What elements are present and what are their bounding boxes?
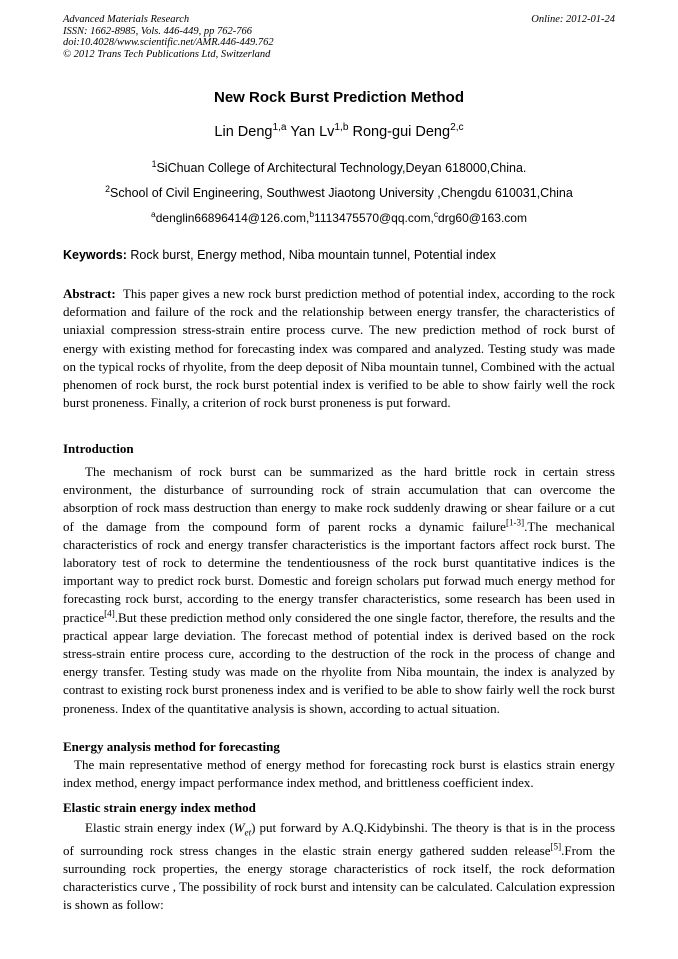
keywords-text: Rock burst, Energy method, Niba mountain tunnel, Potential index bbox=[130, 248, 496, 262]
elastic-section-body bbox=[63, 819, 615, 915]
citation: [5] bbox=[550, 841, 562, 852]
author-name: Rong-gui Deng bbox=[352, 124, 451, 140]
affiliation-text: SiChuan College of Architectural Technology,Deyan 618000,China. bbox=[156, 161, 527, 175]
affiliation-sup: 1 bbox=[151, 158, 157, 169]
abstract bbox=[63, 285, 615, 412]
author-list bbox=[0, 124, 678, 140]
intro-text: .The mechanical characteristics of rock and energy transfer characteristics is the important factors affect rock burst. The laboratory test of rock to determine the tendentiousness of the rock burst quantitative indices is the important way to predict rock burst. Domestic and foreign scholars put forwad much energy method for forecasting rock burst, according to the energy transfer characteristics, some research has been used in practice bbox=[63, 518, 615, 625]
introduction-heading: Introduction bbox=[63, 441, 134, 456]
abstract-label: Abstract: bbox=[63, 286, 116, 301]
author-name: Lin Deng bbox=[214, 124, 273, 140]
affiliation-1 bbox=[0, 158, 678, 175]
energy-section-heading: Energy analysis method for forecasting bbox=[63, 739, 280, 754]
author-name: Yan Lv bbox=[290, 124, 335, 140]
online-date: Online: 2012-01-24 bbox=[531, 14, 615, 25]
keywords-label: Keywords: bbox=[63, 248, 127, 262]
email-sup: c bbox=[433, 209, 439, 219]
email-text: denglin66896414@126.com, bbox=[155, 211, 310, 225]
elastic-section-heading: Elastic strain energy index method bbox=[63, 800, 256, 815]
paper-title: New Rock Burst Prediction Method bbox=[213, 89, 465, 106]
affiliation-2 bbox=[0, 183, 678, 200]
affiliation-sup: 2 bbox=[105, 183, 111, 194]
introduction-body bbox=[63, 463, 615, 718]
elastic-text: .From the surrounding rock properties, the energy storage characteristics of rock itself, the rock deformation characteristics curve , The possibility of rock burst and intensity can be calculated. Calculation expression is shown as follow: bbox=[63, 842, 616, 913]
citation: [1-3] bbox=[505, 517, 525, 528]
author-sup: 1,b bbox=[334, 122, 349, 134]
doi-line: doi:10.4028/www.scientific.net/AMR.446-449.762 bbox=[63, 37, 274, 48]
author-sup: 1,a bbox=[272, 122, 287, 134]
email-sup: a bbox=[151, 209, 156, 219]
journal-header bbox=[63, 14, 615, 60]
email-text: drg60@163.com bbox=[438, 211, 527, 225]
elastic-text: Elastic strain energy index ( bbox=[85, 820, 234, 835]
keywords bbox=[63, 248, 615, 262]
energy-section-text: The main representative method of energy method for forecasting rock burst is elastics strain energy index method, energy impact performance index method, and brittleness coefficient index. bbox=[63, 757, 615, 791]
email-text: 1113475570@qq.com, bbox=[314, 211, 434, 225]
intro-text: .But these prediction method only considered the one single factor, therefore, the results and the practical appear large deviation. The forecast method of potential index is derived based on the rock stress-strain entire process cure, according to the destruction of the rock in the process of change and energy transfer. Testing study was made on the rhyolite from Niba mountain, the index is analyzed by contrast to existing rock burst proneness index and is verified to be able to show fairly well the rock burst proneness. Index of the quantitative analysis is shown, according to actual situation. bbox=[63, 609, 615, 716]
energy-section-body bbox=[63, 756, 615, 792]
variable-w: $W_{et}$ bbox=[233, 820, 252, 838]
citation: [4] bbox=[104, 608, 115, 619]
journal-name: Advanced Materials Research bbox=[63, 14, 190, 25]
author-sup: 2,c bbox=[450, 122, 464, 134]
email-sup: b bbox=[309, 209, 315, 219]
affiliation-text: School of Civil Engineering, Southwest Jiaotong University ,Chengdu 610031,China bbox=[110, 186, 573, 200]
intro-text: The mechanism of rock burst can be summarized as the hard brittle rock in certain stress environment, the disturbance of surrounding rock of strain accumulation that can overcome the absorption of rock mass destruction than energy to make rock suddenly drawing or shear failure or a cut of the damage from the compound form of parent rocks a dynamic failure bbox=[63, 464, 615, 534]
copyright-line: © 2012 Trans Tech Publications Ltd, Switzerland bbox=[63, 48, 271, 60]
issn-line: ISSN: 1662-8985, Vols. 446-449, pp 762-766 bbox=[63, 25, 252, 37]
author-emails bbox=[0, 211, 678, 225]
elastic-text: ) put forward by A.Q.Kidybinshi. The theory is that is in the process of surrounding rock stress changes in the elastic strain energy gathered sudden release bbox=[63, 820, 616, 858]
abstract-text: This paper gives a new rock burst prediction method of potential index, according to the rock deformation and failure of the rock and the relationship between energy transfer, the characteristics of uniaxial compression stress-strain entire process curve. The new prediction method of rock burst of energy with existing method for forecasting index was compared and analyzed. Testing study was made on the typical rocks of rhyolite, from the deep deposit of Niba mountain tunnel, Combined with the actual phenomen of rock burst, the rock burst potential index is verified to be able to show fairly well the rock burst proneness. Finally, a criterion of rock burst proneness is put forward. bbox=[63, 286, 615, 411]
